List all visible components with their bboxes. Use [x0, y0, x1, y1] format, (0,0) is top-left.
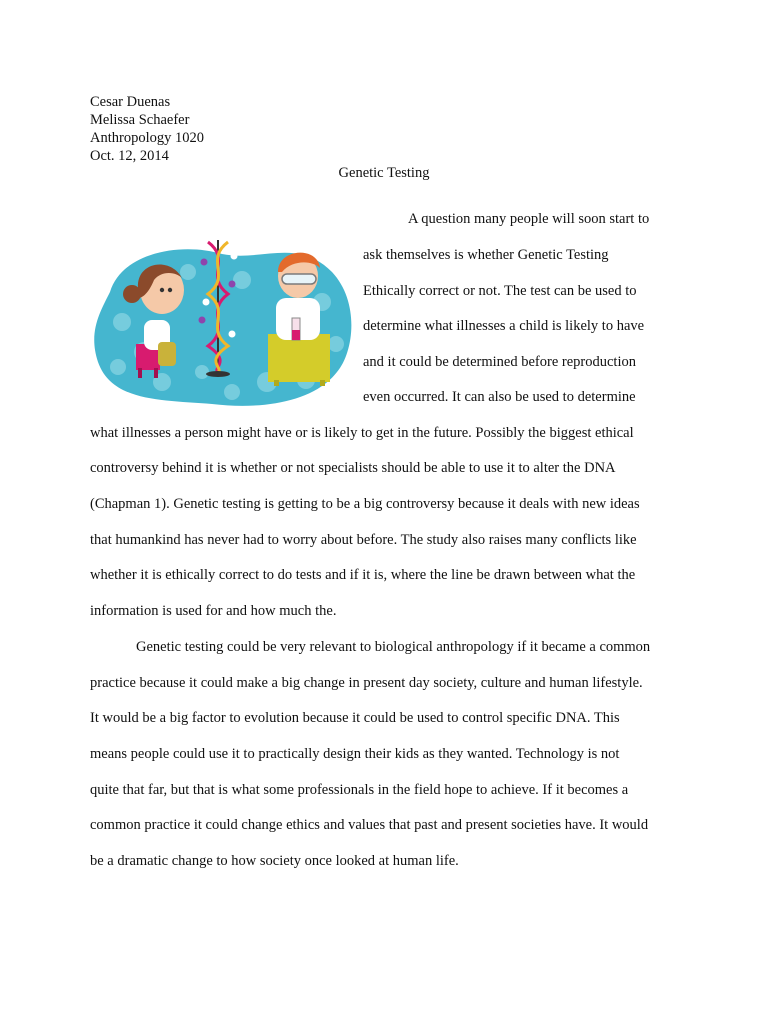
instructor-name: Melissa Schaefer [90, 112, 190, 128]
course-name: Anthropology 1020 [90, 130, 204, 146]
paragraph-1-line: determine what illnesses a child is likely to have [363, 318, 645, 334]
paragraph-1-line: Ethically correct or not. The test can be used to [363, 283, 637, 299]
paragraph-1-line: information is used for and how much the. [90, 603, 337, 619]
paragraph-1-line: whether it is ethically correct to do tests and if it is, where the line be drawn between what the [90, 567, 636, 583]
paragraph-2-line: means people could use it to practically design their kids as they wanted. Technology is not [90, 746, 620, 762]
paragraph-2-line: be a dramatic change to how society once looked at human life. [90, 853, 459, 869]
document-date: Oct. 12, 2014 [90, 148, 169, 164]
paragraph-1-line: ask themselves is whether Genetic Testing [363, 247, 609, 263]
paragraph-2-line: common practice it could change ethics and values that past and present societies have. It would [90, 817, 649, 833]
paragraph-1-line: A question many people will soon start to [408, 211, 650, 227]
paragraph-2-line: quite that far, but that is what some professionals in the field hope to achieve. If it becomes a [90, 782, 629, 798]
children-genetics-lab-illustration [92, 232, 354, 412]
paragraph-1-line: that humankind has never had to worry about before. The study also raises many conflicts like [90, 532, 637, 548]
document-title: Genetic Testing [338, 165, 430, 181]
author-name: Cesar Duenas [90, 94, 171, 110]
paragraph-1-line: even occurred. It can also be used to determine [363, 389, 636, 405]
paragraph-2-line: practice because it could make a big change in present day society, culture and human lifestyle. [90, 675, 643, 691]
paragraph-2-line: Genetic testing could be very relevant to biological anthropology if it became a common [136, 639, 651, 655]
paragraph-1-line: what illnesses a person might have or is likely to get in the future. Possibly the biggest ethical [90, 425, 634, 441]
paragraph-1-line: controversy behind it is whether or not specialists should be able to use it to alter the DNA [90, 460, 616, 476]
paragraph-1-line: and it could be determined before reproduction [363, 354, 636, 370]
paragraph-1-line: (Chapman 1). Genetic testing is getting to be a big controversy because it deals with new ideas [90, 496, 640, 512]
paragraph-2-line: It would be a big factor to evolution because it could be used to control specific DNA. This [90, 710, 620, 726]
